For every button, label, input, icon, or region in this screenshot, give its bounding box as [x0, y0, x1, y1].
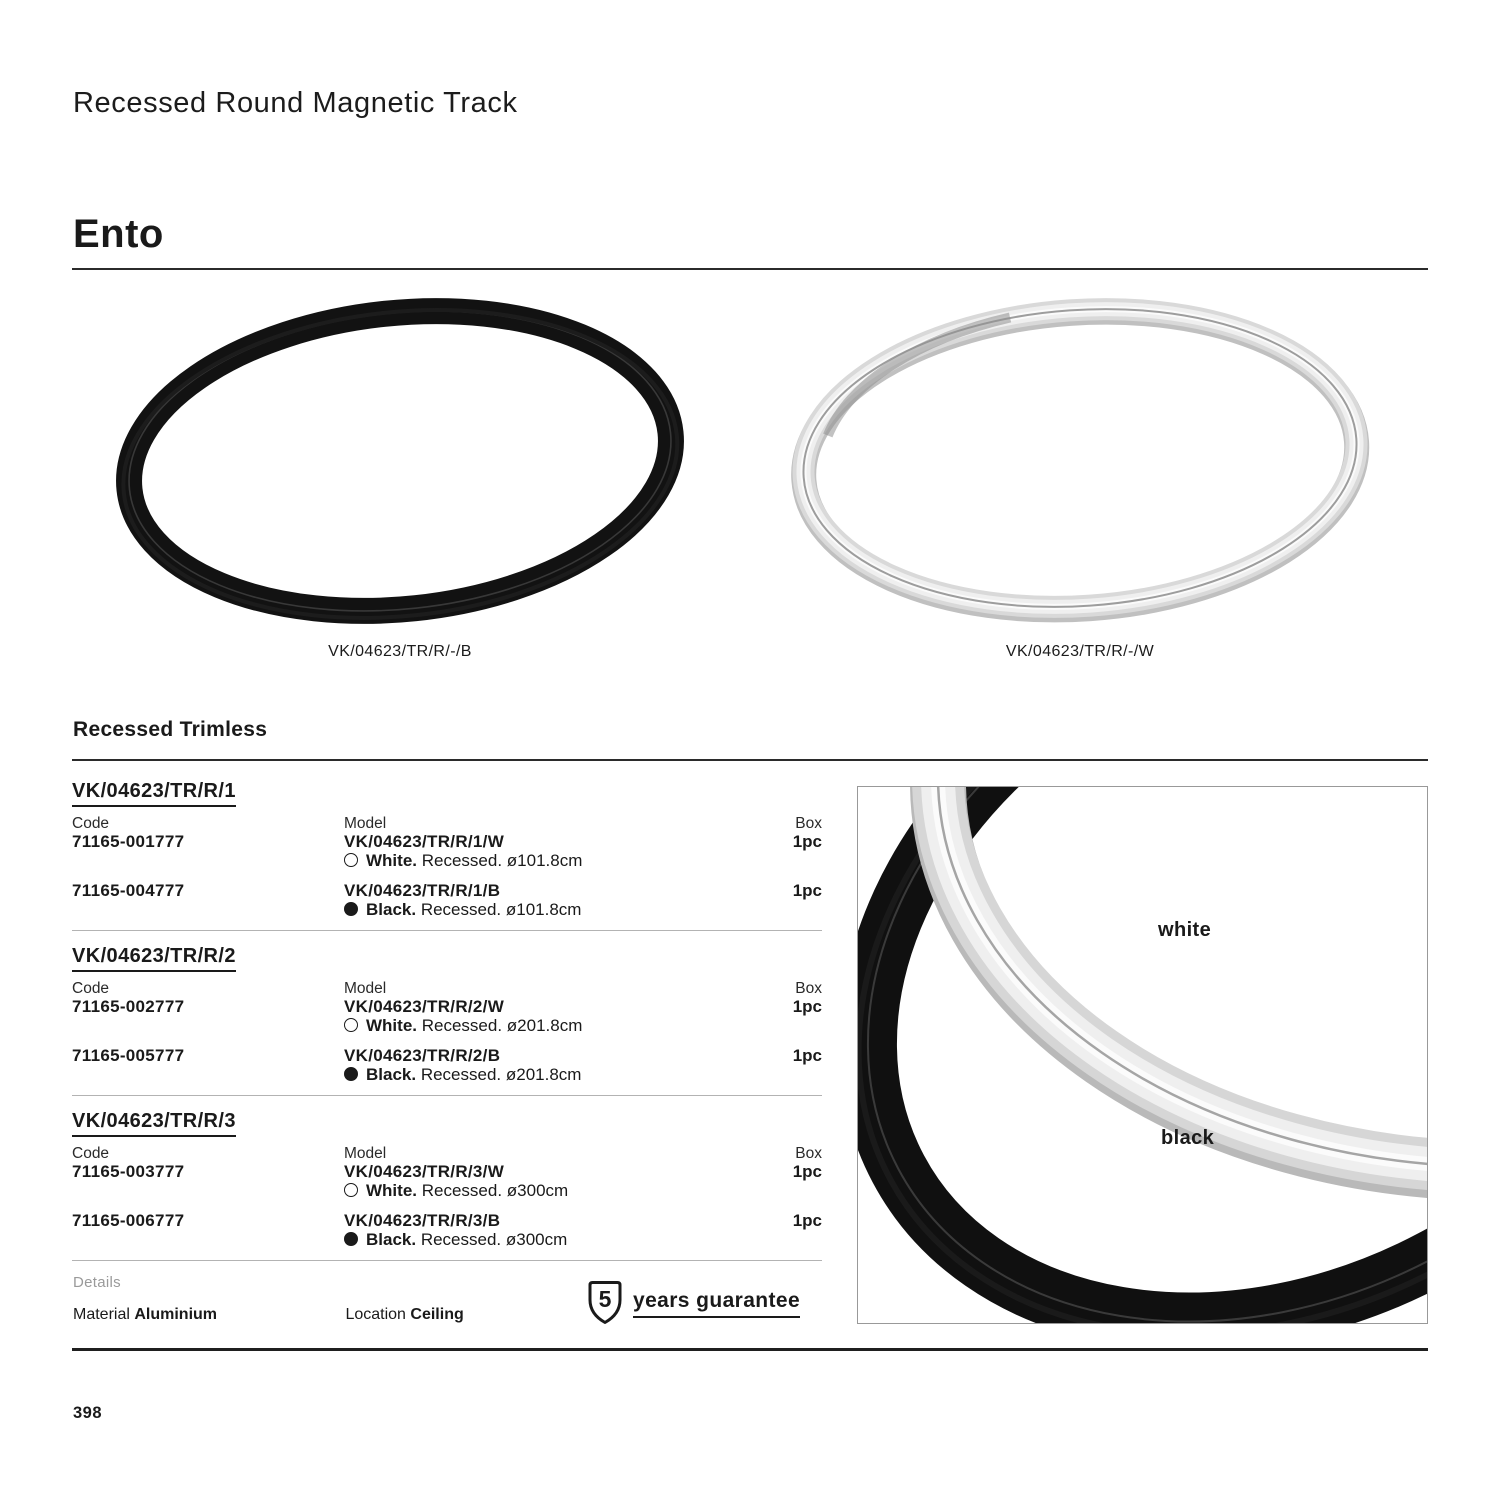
model-description [344, 851, 756, 871]
table-row [72, 881, 822, 920]
location-value: Ceiling [410, 1306, 464, 1323]
box-value: 1pc [792, 881, 822, 900]
code-value: 71165-001777 [72, 832, 185, 851]
column-header-box: Box [795, 1145, 822, 1162]
product-name: Ento [73, 212, 164, 256]
model-description [344, 900, 756, 920]
column-header-code: Code [72, 980, 110, 997]
location-label: Location [345, 1306, 406, 1323]
page-number: 398 [73, 1404, 103, 1422]
figure-caption: VK/04623/TR/R/-/B [328, 643, 472, 660]
model-description [344, 1181, 756, 1201]
figure-white-ring [770, 298, 1390, 661]
rings-preview-image [858, 787, 1427, 1323]
divider [72, 759, 1428, 761]
material-value: Aluminium [134, 1306, 218, 1323]
model-value: VK/04623/TR/R/3/B [344, 1211, 501, 1230]
color-name: Black. [366, 1065, 417, 1084]
location-detail [345, 1306, 463, 1324]
model-spec: Recessed. ø101.8cm [421, 851, 583, 870]
model-value: VK/04623/TR/R/2/B [344, 1046, 501, 1065]
color-name: Black. [366, 1230, 417, 1249]
code-value: 71165-003777 [72, 1162, 185, 1181]
divider [72, 268, 1428, 270]
guarantee-text: years guarantee [633, 1289, 800, 1318]
model-spec: Recessed. ø201.8cm [420, 1065, 582, 1084]
column-header-model: Model [344, 980, 387, 997]
product-table [72, 780, 822, 1261]
black-ring-image [90, 298, 710, 624]
black-variant-label: black [1161, 1127, 1215, 1149]
table-row [72, 997, 822, 1036]
black-swatch-icon [344, 1232, 358, 1246]
table-row [72, 832, 822, 871]
product-group-title: VK/04623/TR/R/3 [72, 1110, 236, 1137]
table-header-row [72, 815, 822, 832]
white-ring-image [770, 298, 1390, 624]
product-group-2 [72, 945, 822, 1096]
white-swatch-icon [344, 853, 358, 867]
code-value: 71165-005777 [72, 1046, 185, 1065]
model-spec: Recessed. ø101.8cm [420, 900, 582, 919]
material-label: Material [73, 1306, 130, 1323]
color-name: White. [366, 851, 417, 870]
figure-caption: VK/04623/TR/R/-/W [1005, 643, 1155, 660]
details-label: Details [73, 1274, 121, 1291]
color-name: White. [366, 1181, 417, 1200]
box-value: 1pc [792, 1162, 822, 1181]
model-spec: Recessed. ø201.8cm [421, 1016, 583, 1035]
color-name: Black. [366, 900, 417, 919]
model-spec: Recessed. ø300cm [421, 1181, 569, 1200]
column-header-box: Box [795, 815, 822, 832]
figure-black-ring [90, 298, 710, 661]
table-header-row [72, 1145, 822, 1162]
table-row [72, 1211, 822, 1250]
product-group-3 [72, 1110, 822, 1261]
model-value: VK/04623/TR/R/2/W [344, 997, 505, 1016]
product-group-1 [72, 780, 822, 931]
product-group-title: VK/04623/TR/R/1 [72, 780, 236, 807]
box-value: 1pc [792, 1211, 822, 1230]
column-header-model: Model [344, 815, 387, 832]
white-swatch-icon [344, 1183, 358, 1197]
column-header-code: Code [72, 1145, 110, 1162]
table-row [72, 1162, 822, 1201]
guarantee-shield-icon [585, 1280, 625, 1326]
model-value: VK/04623/TR/R/1/B [344, 881, 501, 900]
model-description [344, 1230, 756, 1250]
box-value: 1pc [792, 832, 822, 851]
guarantee-years: 5 [598, 1286, 612, 1312]
white-variant-label: white [1158, 919, 1212, 941]
color-preview-box [857, 786, 1428, 1324]
model-description [344, 1016, 756, 1036]
divider [72, 1348, 1428, 1351]
model-value: VK/04623/TR/R/1/W [344, 832, 505, 851]
code-value: 71165-004777 [72, 881, 185, 900]
white-swatch-icon [344, 1018, 358, 1032]
product-group-title: VK/04623/TR/R/2 [72, 945, 236, 972]
material-detail [73, 1306, 341, 1324]
black-swatch-icon [344, 1067, 358, 1081]
column-header-box: Box [795, 980, 822, 997]
table-row [72, 1046, 822, 1085]
model-description [344, 1065, 756, 1085]
color-name: White. [366, 1016, 417, 1035]
column-header-model: Model [344, 1145, 387, 1162]
box-value: 1pc [792, 997, 822, 1016]
model-value: VK/04623/TR/R/3/W [344, 1162, 505, 1181]
black-swatch-icon [344, 902, 358, 916]
section-heading: Recessed Trimless [73, 718, 268, 741]
code-value: 71165-002777 [72, 997, 185, 1016]
box-value: 1pc [792, 1046, 822, 1065]
code-value: 71165-006777 [72, 1211, 185, 1230]
table-header-row [72, 980, 822, 997]
model-spec: Recessed. ø300cm [420, 1230, 568, 1249]
column-header-code: Code [72, 815, 110, 832]
guarantee-badge [585, 1280, 800, 1326]
page-title: Recessed Round Magnetic Track [73, 87, 518, 119]
